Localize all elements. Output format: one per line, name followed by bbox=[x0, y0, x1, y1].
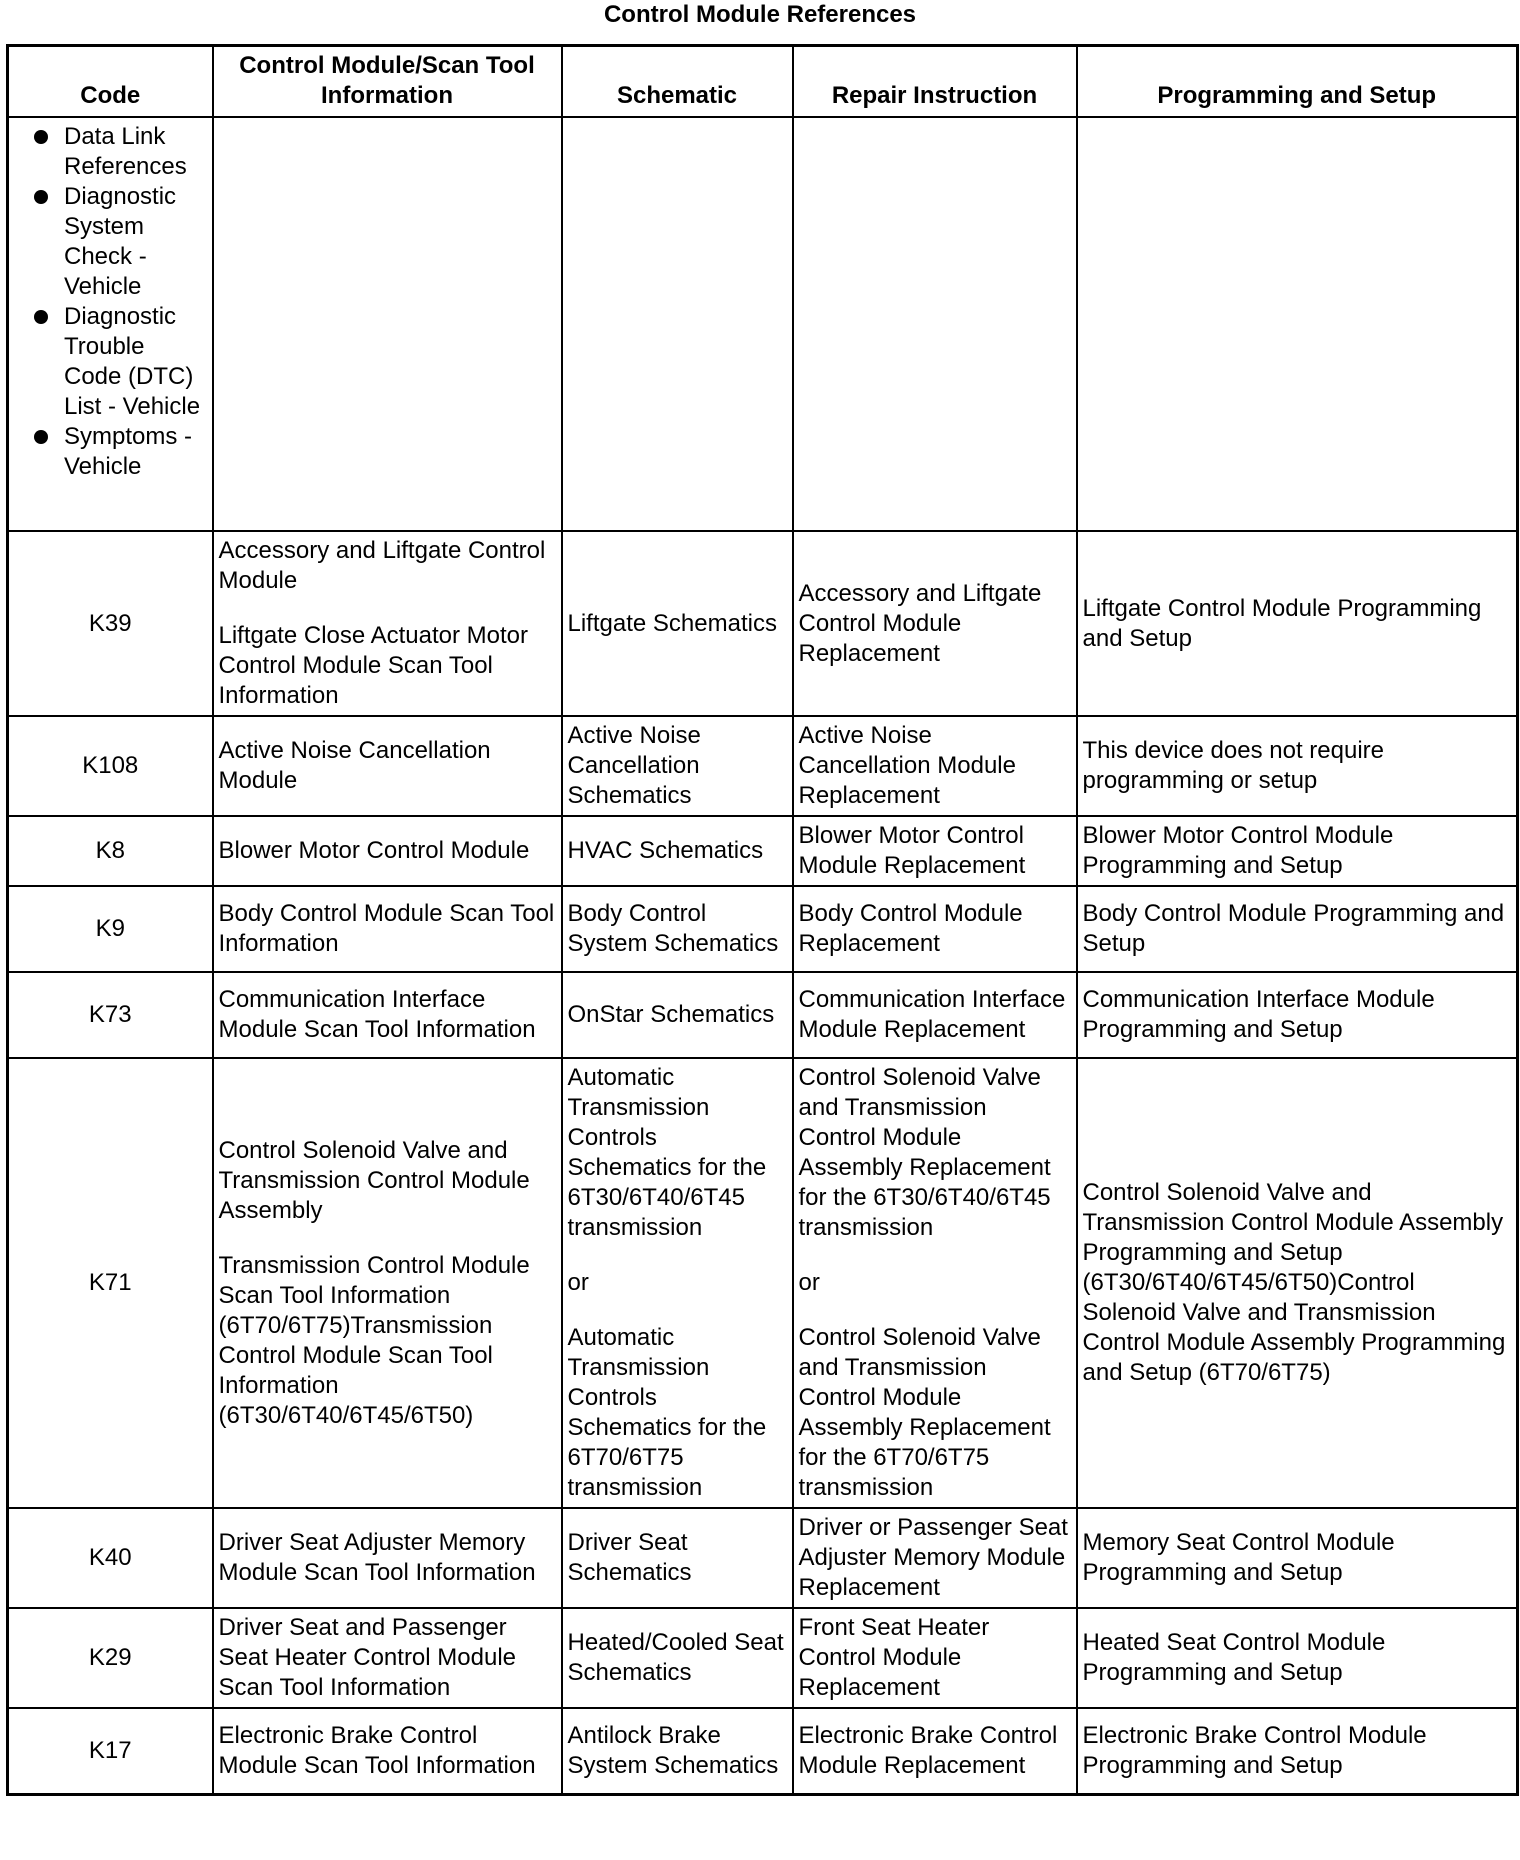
programming-link[interactable]: Body Control Module Programming and Setup bbox=[1082, 900, 1505, 957]
schematic-link[interactable]: or bbox=[567, 1269, 589, 1296]
general-links-cell bbox=[8, 117, 213, 531]
repair-link[interactable]: Control Solenoid Valve and Transmission Control Module Assembly Replacement for the 6T30/6T40/6T45 transmission bbox=[798, 1064, 1051, 1241]
programming-link[interactable]: Heated Seat Control Module Programming and Setup bbox=[1082, 1629, 1386, 1686]
header-code: Code bbox=[8, 46, 213, 118]
info-link[interactable]: Electronic Brake Control Module Scan Tool Information bbox=[218, 1721, 536, 1779]
empty-cell bbox=[213, 117, 562, 531]
paragraph-gap bbox=[219, 1226, 556, 1251]
schematic-link[interactable]: Active Noise Cancellation Schematics bbox=[567, 722, 701, 809]
repair-cell bbox=[793, 886, 1077, 972]
programming-link[interactable]: Memory Seat Control Module Programming and Setup bbox=[1082, 1529, 1395, 1586]
info-link[interactable]: Active Noise Cancellation Module bbox=[218, 737, 491, 794]
code-cell: K8 bbox=[8, 816, 213, 886]
schematic-cell bbox=[562, 1708, 793, 1794]
info-cell bbox=[213, 972, 562, 1058]
code-cell: K73 bbox=[8, 972, 213, 1058]
repair-cell bbox=[793, 1608, 1077, 1708]
programming-cell bbox=[1077, 886, 1518, 972]
repair-cell bbox=[793, 1708, 1077, 1794]
header-repair: Repair Instruction bbox=[793, 46, 1077, 118]
programming-cell bbox=[1077, 972, 1518, 1058]
general-links-list bbox=[14, 122, 207, 482]
link-diagnostic-system-check[interactable]: Diagnostic System Check - Vehicle bbox=[64, 182, 207, 302]
repair-cell bbox=[793, 1508, 1077, 1608]
programming-cell bbox=[1077, 716, 1518, 816]
info-cell bbox=[213, 531, 562, 716]
table-row bbox=[8, 531, 1518, 716]
programming-cell bbox=[1077, 1508, 1518, 1608]
paragraph-gap bbox=[568, 1298, 787, 1323]
paragraph-gap bbox=[219, 596, 556, 621]
repair-cell bbox=[793, 816, 1077, 886]
repair-link[interactable]: Active Noise Cancellation Module Replacement bbox=[798, 722, 1016, 809]
info-link[interactable]: Driver Seat and Passenger Seat Heater Control Module Scan Tool Information bbox=[218, 1614, 516, 1701]
schematic-cell bbox=[562, 816, 793, 886]
repair-link[interactable]: Blower Motor Control Module Replacement bbox=[798, 822, 1026, 879]
info-cell bbox=[213, 716, 562, 816]
table-row bbox=[8, 716, 1518, 816]
code-cell: K71 bbox=[8, 1058, 213, 1508]
schematic-link[interactable]: Liftgate Schematics bbox=[567, 609, 777, 637]
programming-link[interactable]: This device does not require programming or setup bbox=[1082, 737, 1384, 794]
repair-link[interactable]: Electronic Brake Control Module Replacement bbox=[798, 1721, 1058, 1779]
info-link[interactable]: Liftgate Close Actuator Motor Control Module Scan Tool Information bbox=[218, 622, 528, 709]
programming-cell bbox=[1077, 1608, 1518, 1708]
header-programming: Programming and Setup bbox=[1077, 46, 1518, 118]
schematic-cell bbox=[562, 1608, 793, 1708]
table-row bbox=[8, 816, 1518, 886]
schematic-cell bbox=[562, 1058, 793, 1508]
schematic-link[interactable]: Driver Seat Schematics bbox=[567, 1529, 692, 1586]
repair-link[interactable]: Control Solenoid Valve and Transmission Control Module Assembly Replacement for the 6T70/6T75 transmission bbox=[798, 1324, 1051, 1501]
programming-cell bbox=[1077, 1058, 1518, 1508]
link-data-link-references[interactable]: Data Link References bbox=[64, 122, 207, 182]
schematic-link[interactable]: Body Control System Schematics bbox=[567, 900, 779, 957]
code-cell: K39 bbox=[8, 531, 213, 716]
repair-link[interactable]: Communication Interface Module Replacement bbox=[798, 986, 1066, 1043]
programming-link[interactable]: Liftgate Control Module Programming and Setup bbox=[1082, 594, 1482, 652]
schematic-link[interactable]: OnStar Schematics bbox=[567, 1001, 775, 1028]
schematic-link[interactable]: Heated/Cooled Seat Schematics bbox=[567, 1629, 784, 1686]
table-row bbox=[8, 1708, 1518, 1794]
info-link[interactable]: Transmission Control Module Scan Tool Information (6T70/6T75)Transmission Control Module Scan Tool Information (6T30/6T40/6T45/6T50) bbox=[218, 1251, 530, 1429]
header-schematic: Schematic bbox=[562, 46, 793, 118]
info-link[interactable]: Body Control Module Scan Tool Information bbox=[218, 900, 555, 957]
link-dtc-list[interactable]: Diagnostic Trouble Code (DTC) List - Vehicle bbox=[64, 302, 207, 422]
empty-cell bbox=[793, 117, 1077, 531]
programming-link[interactable]: Blower Motor Control Module Programming and Setup bbox=[1082, 822, 1394, 879]
link-symptoms[interactable]: Symptoms - Vehicle bbox=[64, 422, 207, 482]
paragraph-gap bbox=[799, 1243, 1071, 1268]
info-cell bbox=[213, 1058, 562, 1508]
repair-link[interactable]: Accessory and Liftgate Control Module Replacement bbox=[798, 579, 1042, 667]
code-cell: K17 bbox=[8, 1708, 213, 1794]
info-cell bbox=[213, 1608, 562, 1708]
info-link[interactable]: Blower Motor Control Module bbox=[218, 837, 530, 864]
code-cell: K9 bbox=[8, 886, 213, 972]
general-links-row bbox=[8, 117, 1518, 531]
table-row bbox=[8, 886, 1518, 972]
code-cell: K40 bbox=[8, 1508, 213, 1608]
repair-link[interactable]: Body Control Module Replacement bbox=[798, 900, 1023, 957]
schematic-cell bbox=[562, 1508, 793, 1608]
header-info: Control Module/Scan Tool Information bbox=[213, 46, 562, 118]
info-cell bbox=[213, 886, 562, 972]
control-module-references-table bbox=[6, 44, 1519, 1796]
info-link[interactable]: Control Solenoid Valve and Transmission Control Module Assembly bbox=[218, 1136, 530, 1224]
schematic-link[interactable]: HVAC Schematics bbox=[567, 837, 764, 864]
empty-cell bbox=[1077, 117, 1518, 531]
repair-cell bbox=[793, 972, 1077, 1058]
info-link[interactable]: Accessory and Liftgate Control Module bbox=[218, 537, 546, 594]
programming-link[interactable]: Electronic Brake Control Module Programming and Setup bbox=[1082, 1721, 1427, 1779]
page-title: Control Module References bbox=[603, 1, 917, 28]
paragraph-gap bbox=[799, 1298, 1071, 1323]
info-link[interactable]: Driver Seat Adjuster Memory Module Scan Tool Information bbox=[218, 1529, 536, 1586]
schematic-cell bbox=[562, 716, 793, 816]
info-cell bbox=[213, 1708, 562, 1794]
schematic-link[interactable]: Automatic Transmission Controls Schematics for the 6T30/6T40/6T45 transmission bbox=[567, 1064, 767, 1241]
info-link[interactable]: Communication Interface Module Scan Tool Information bbox=[218, 986, 536, 1043]
info-cell bbox=[213, 816, 562, 886]
schematic-cell bbox=[562, 886, 793, 972]
repair-link[interactable]: or bbox=[798, 1269, 820, 1296]
empty-cell bbox=[562, 117, 793, 531]
schematic-link[interactable]: Automatic Transmission Controls Schematics for the 6T70/6T75 transmission bbox=[567, 1324, 767, 1501]
repair-link[interactable]: Front Seat Heater Control Module Replacement bbox=[798, 1614, 990, 1701]
info-cell bbox=[213, 1508, 562, 1608]
repair-link[interactable]: Driver or Passenger Seat Adjuster Memory Module Replacement bbox=[798, 1514, 1068, 1601]
table-row bbox=[8, 1608, 1518, 1708]
paragraph-gap bbox=[568, 1243, 787, 1268]
schematic-cell bbox=[562, 531, 793, 716]
schematic-cell bbox=[562, 972, 793, 1058]
programming-link[interactable]: Control Solenoid Valve and Transmission Control Module Assembly Programming and Setup (6T30/6T40/6T45/6T50)Control Solenoid Valve and Transmission Control Module Assembly Programming and Setup (6T70/6T75) bbox=[1082, 1179, 1506, 1386]
code-cell: K29 bbox=[8, 1608, 213, 1708]
programming-cell bbox=[1077, 816, 1518, 886]
table-row bbox=[8, 972, 1518, 1058]
table-row bbox=[8, 1058, 1518, 1508]
repair-cell bbox=[793, 716, 1077, 816]
code-cell: K108 bbox=[8, 716, 213, 816]
programming-cell bbox=[1077, 1708, 1518, 1794]
header-row bbox=[8, 46, 1518, 118]
schematic-link[interactable]: Antilock Brake System Schematics bbox=[567, 1721, 779, 1779]
repair-cell bbox=[793, 531, 1077, 716]
programming-link[interactable]: Communication Interface Module Programming and Setup bbox=[1082, 986, 1435, 1043]
programming-cell bbox=[1077, 531, 1518, 716]
repair-cell bbox=[793, 1058, 1077, 1508]
table-row bbox=[8, 1508, 1518, 1608]
